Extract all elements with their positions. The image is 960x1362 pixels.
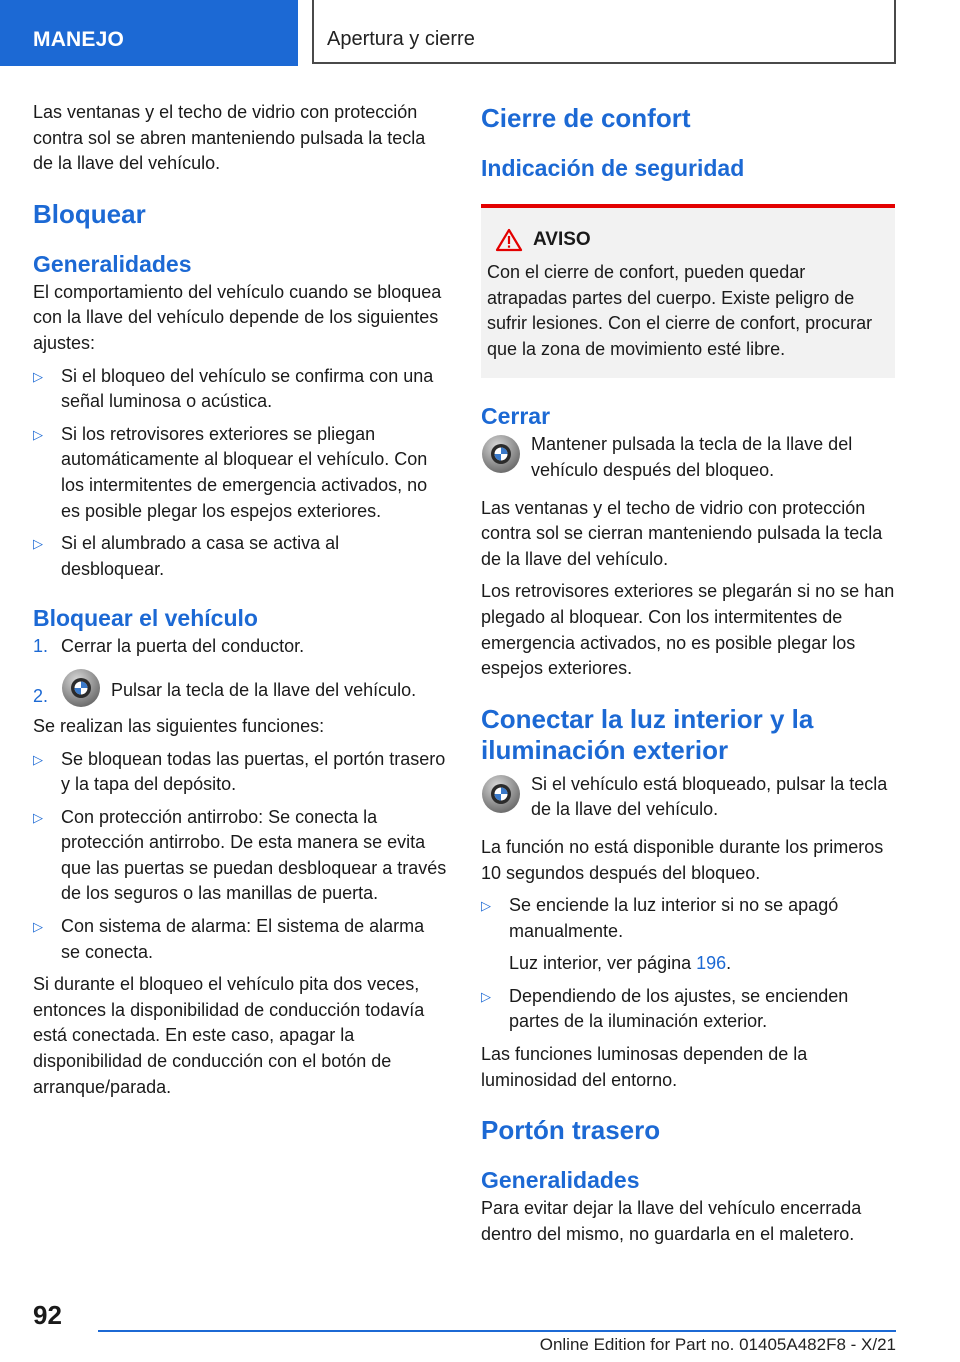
heading-conectar-luz: Conectar la luz interior y la iluminación exterior — [481, 703, 814, 765]
warning-header — [495, 228, 889, 252]
vehicle-key-icon — [481, 774, 521, 814]
intro-paragraph: Las ventanas y el techo de vidrio con protección contra sol se abren manteniendo pulsada la tecla de la llave del vehículo. — [33, 102, 426, 174]
list-item: ▷ Si el alumbrado a casa se activa al desbloquear. — [33, 533, 340, 579]
triangle-bullet-icon: ▷ — [33, 751, 43, 767]
triangle-bullet-icon: ▷ — [481, 988, 491, 1004]
functions-text: Se realizan las siguientes funciones: — [33, 715, 325, 736]
heading-cerrar: Cerrar — [481, 403, 551, 430]
warning-triangle-icon — [495, 228, 523, 252]
heading-indicacion-seguridad: Indicación de seguridad — [481, 155, 745, 181]
triangle-bullet-icon: ▷ — [33, 368, 43, 384]
warning-text: Con el cierre de confort, pueden quedar atrapadas partes del cuerpo. Existe peligro de sufrir lesiones. Con el cierre de confort, procurar que la zona de movimiento esté libre. — [487, 262, 873, 359]
footer-edition: Online Edition for Part no. 01405A482F8 - X/21 — [539, 1335, 896, 1354]
porton-paragraph: Para evitar dejar la llave del vehículo encerrada dentro del mismo, no guardarla en el maletero. — [481, 1198, 862, 1244]
cerrar-paragraph-2: Los retrovisores exteriores se plegarán si no se han plegado al bloquear. Con los intermitentes de emergencia activados, no es posible plegar los espejos exteriores. — [481, 581, 895, 679]
heading-bloquear-vehiculo: Bloquear el vehículo — [33, 605, 258, 632]
conectar-key-text: Si el vehículo está bloqueado, pulsar la tecla de la llave del vehículo. — [531, 773, 888, 820]
list-item: ▷ Con protección antirrobo: Se conecta la protección antirrobo. De esta manera se evita que las puertas se puedan desbloquear a través de los seguros o las manillas de puerta. — [33, 806, 447, 904]
section-tab: MANEJO — [0, 0, 298, 66]
triangle-bullet-icon: ▷ — [481, 898, 491, 914]
cross-reference: Luz interior, ver página 196. — [509, 953, 732, 974]
left-column — [33, 100, 447, 1107]
cerrar-paragraph-1: Las ventanas y el techo de vidrio con protección contra sol se cierran manteniendo pulsada la tecla de la llave del vehículo. — [481, 497, 883, 569]
footer-divider — [98, 1330, 896, 1332]
conectar-paragraph: La función no está disponible durante los primeros 10 segundos después del bloqueo. — [481, 836, 884, 883]
triangle-bullet-icon: ▷ — [33, 919, 43, 935]
vehicle-key-icon — [61, 668, 101, 708]
final-paragraph: Si durante el bloqueo el vehículo pita dos veces, entonces la disponibilidad de conducción todavía está conectada. En este caso, apagar la disponibilidad de conducción con el botón de arranque/parada. — [33, 974, 425, 1097]
list-item: ▷ Si el bloqueo del vehículo se confirma con una señal luminosa o acústica. — [33, 365, 434, 412]
functions-list — [33, 747, 447, 966]
page-header — [0, 0, 960, 66]
triangle-bullet-icon: ▷ — [33, 536, 43, 552]
luminous-paragraph: Las funciones luminosas dependen de la luminosidad del entorno. — [481, 1044, 808, 1090]
triangle-bullet-icon: ▷ — [33, 426, 43, 442]
step-item: 1. Cerrar la puerta del conductor. — [33, 636, 305, 657]
heading-generalidades-2: Generalidades — [481, 1167, 640, 1194]
list-item: ▷ Se bloquean todas las puertas, el portón trasero y la tapa del depósito. — [33, 748, 446, 795]
cerrar-key-text: Mantener pulsada la tecla de la llave del vehículo después del bloqueo. — [531, 434, 853, 480]
warning-box — [481, 204, 895, 378]
key-instruction-cerrar — [481, 432, 895, 483]
key-instruction-conectar — [481, 772, 895, 823]
triangle-bullet-icon: ▷ — [33, 809, 43, 825]
list-item: ▷ Se enciende la luz interior si no se apagó manualmente. Luz interior, ver página 196. — [481, 893, 895, 977]
list-item: ▷ Con sistema de alarma: El sistema de alarma se conecta. — [33, 916, 425, 962]
generalidades-text: El comportamiento del vehículo cuando se bloquea con la llave del vehículo depende de los siguientes ajustes: — [33, 281, 442, 353]
vehicle-key-icon — [481, 434, 521, 474]
warning-title: AVISO — [533, 229, 591, 250]
page-link[interactable]: 196 — [696, 953, 727, 974]
settings-list — [33, 364, 447, 583]
list-item: ▷ Dependiendo de los ajustes, se encienden partes de la iluminación exterior. — [481, 985, 849, 1032]
right-column — [481, 100, 895, 1254]
page-number: 92 — [33, 1300, 62, 1330]
heading-generalidades: Generalidades — [33, 250, 192, 277]
heading-porton-trasero: Portón trasero — [481, 1115, 661, 1146]
luz-list — [481, 893, 895, 1035]
step-item: 2. Pulsar la tecla de la llave del vehículo. — [33, 674, 447, 708]
steps-list — [33, 634, 447, 708]
chapter-tab: Apertura y cierre — [312, 0, 896, 64]
heading-bloquear: Bloquear — [33, 198, 146, 229]
list-item: ▷ Si los retrovisores exteriores se pliegan automáticamente al bloquear el vehículo. Con los intermitentes de emergencia activados, no es posible plegar los espejos exteriores. — [33, 423, 428, 521]
heading-cierre-confort: Cierre de confort — [481, 103, 691, 133]
